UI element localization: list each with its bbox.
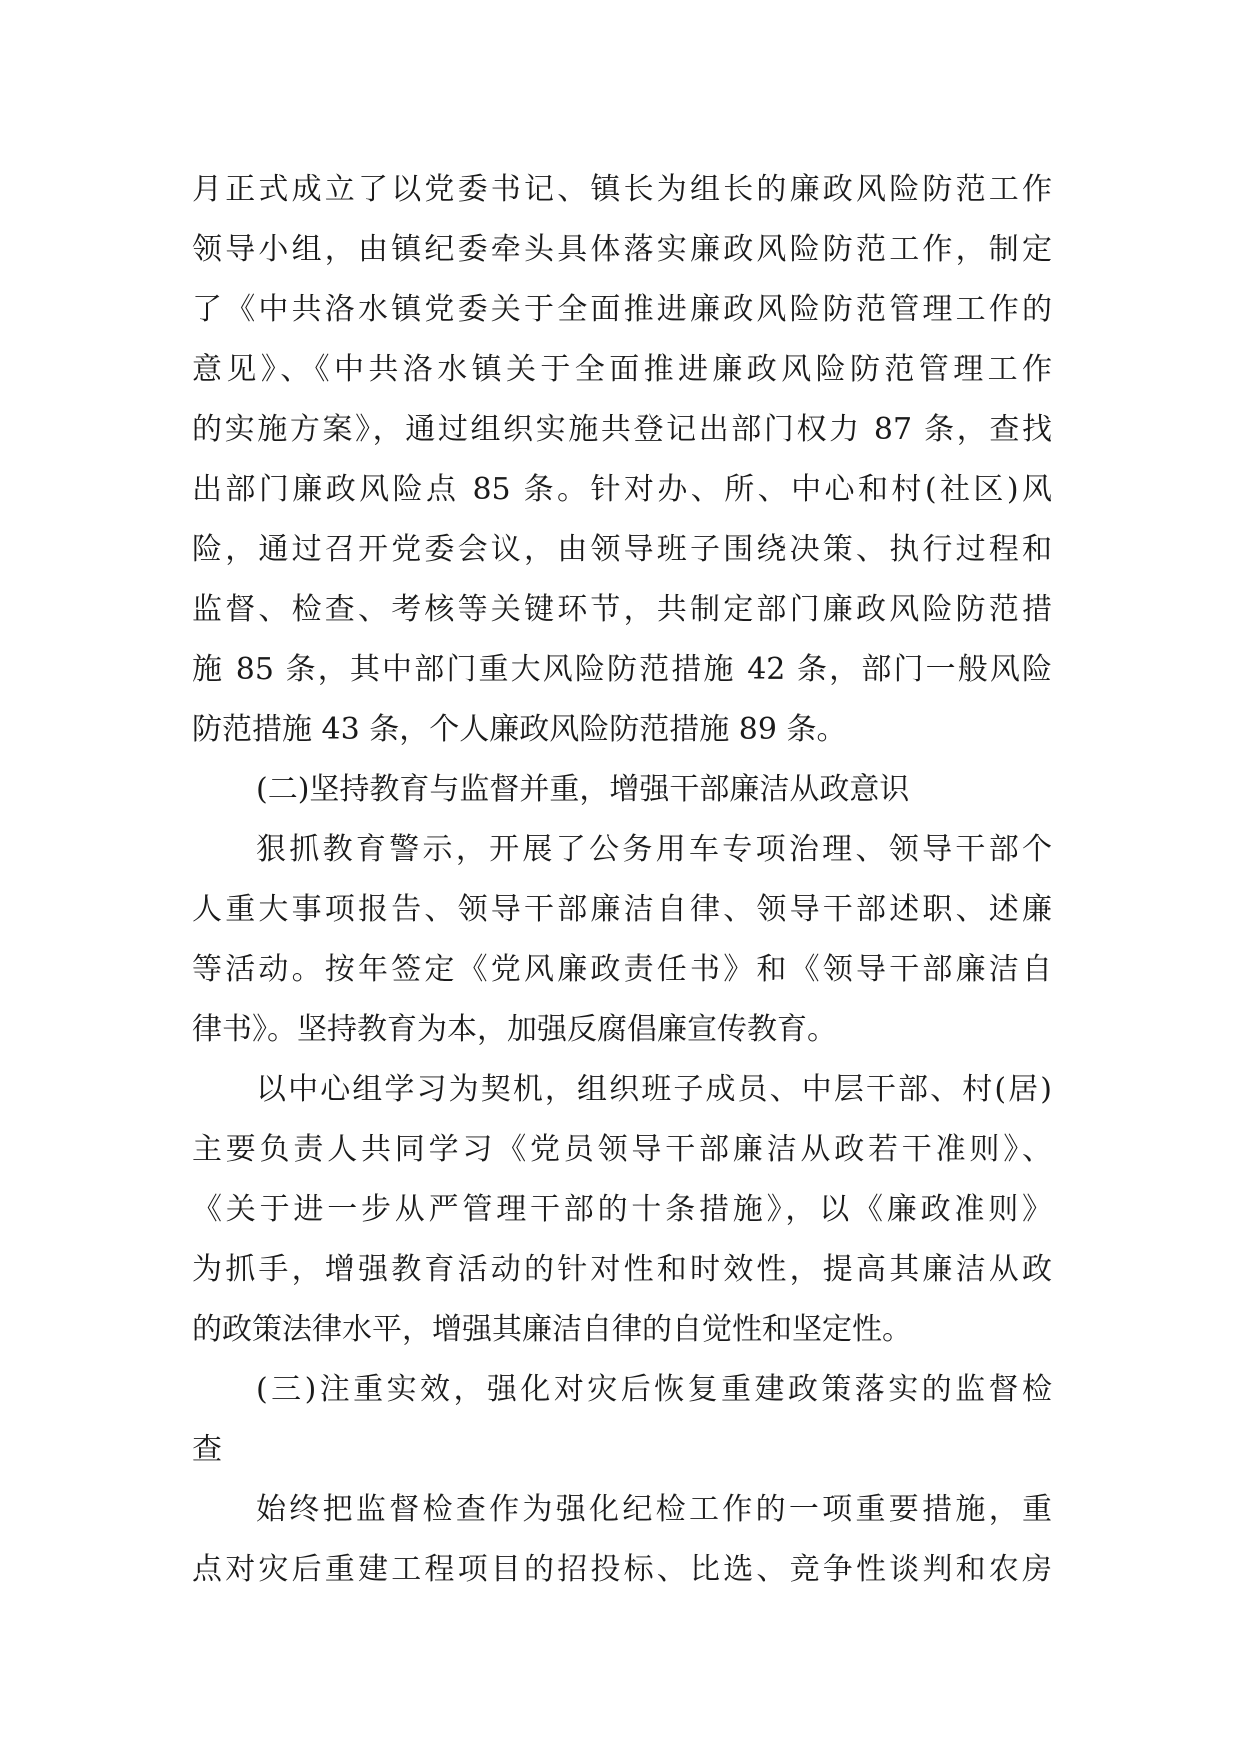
- text-line: (三)注重实效，强化对灾后恢复重建政策落实的监督检: [256, 1372, 1052, 1407]
- text-line: 律书》。坚持教育为本，加强反腐倡廉宣传教育。: [192, 1012, 837, 1047]
- text-line: 防范措施 43 条，个人廉政风险防范措施 89 条。: [192, 712, 847, 747]
- text-line: 了《中共洛水镇党委关于全面推进廉政风险防范管理工作的: [192, 292, 1052, 327]
- text-line: 等活动。按年签定《党风廉政责任书》和《领导干部廉洁自: [192, 952, 1052, 987]
- text-line: 的政策法律水平，增强其廉洁自律的自觉性和坚定性。: [192, 1312, 912, 1347]
- text-line: 施 85 条，其中部门重大风险防范措施 42 条，部门一般风险: [192, 652, 1052, 687]
- text-line: 的实施方案》，通过组织实施共登记出部门权力 87 条，查找: [192, 412, 1052, 447]
- text-line: 意见》、《中共洛水镇关于全面推进廉政风险防范管理工作: [192, 352, 1052, 387]
- text-line: 以中心组学习为契机，组织班子成员、中层干部、村(居): [256, 1072, 1052, 1107]
- text-line: 始终把监督检查作为强化纪检工作的一项重要措施，重: [256, 1492, 1052, 1527]
- text-line: 监督、检查、考核等关键环节，共制定部门廉政风险防范措: [192, 592, 1052, 627]
- text-line: 点对灾后重建工程项目的招投标、比选、竞争性谈判和农房: [192, 1552, 1052, 1587]
- text-line: (二)坚持教育与监督并重，增强干部廉洁从政意识: [256, 772, 910, 807]
- text-line: 险，通过召开党委会议，由领导班子围绕决策、执行过程和: [192, 532, 1052, 567]
- text-line: 人重大事项报告、领导干部廉洁自律、领导干部述职、述廉: [192, 892, 1052, 927]
- document-body: [192, 160, 1052, 1600]
- text-line: 月正式成立了以党委书记、镇长为组长的廉政风险防范工作: [192, 172, 1052, 207]
- text-line: 主要负责人共同学习《党员领导干部廉洁从政若干准则》、: [192, 1132, 1052, 1167]
- text-line: 狠抓教育警示，开展了公务用车专项治理、领导干部个: [256, 832, 1052, 867]
- text-line: 领导小组，由镇纪委牵头具体落实廉政风险防范工作，制定: [192, 232, 1052, 267]
- text-line: 《关于进一步从严管理干部的十条措施》，以《廉政准则》: [192, 1192, 1052, 1227]
- text-line: 出部门廉政风险点 85 条。针对办、所、中心和村(社区)风: [192, 472, 1052, 507]
- text-line: 为抓手，增强教育活动的针对性和时效性，提高其廉洁从政: [192, 1252, 1052, 1287]
- text-line: 查: [192, 1432, 222, 1467]
